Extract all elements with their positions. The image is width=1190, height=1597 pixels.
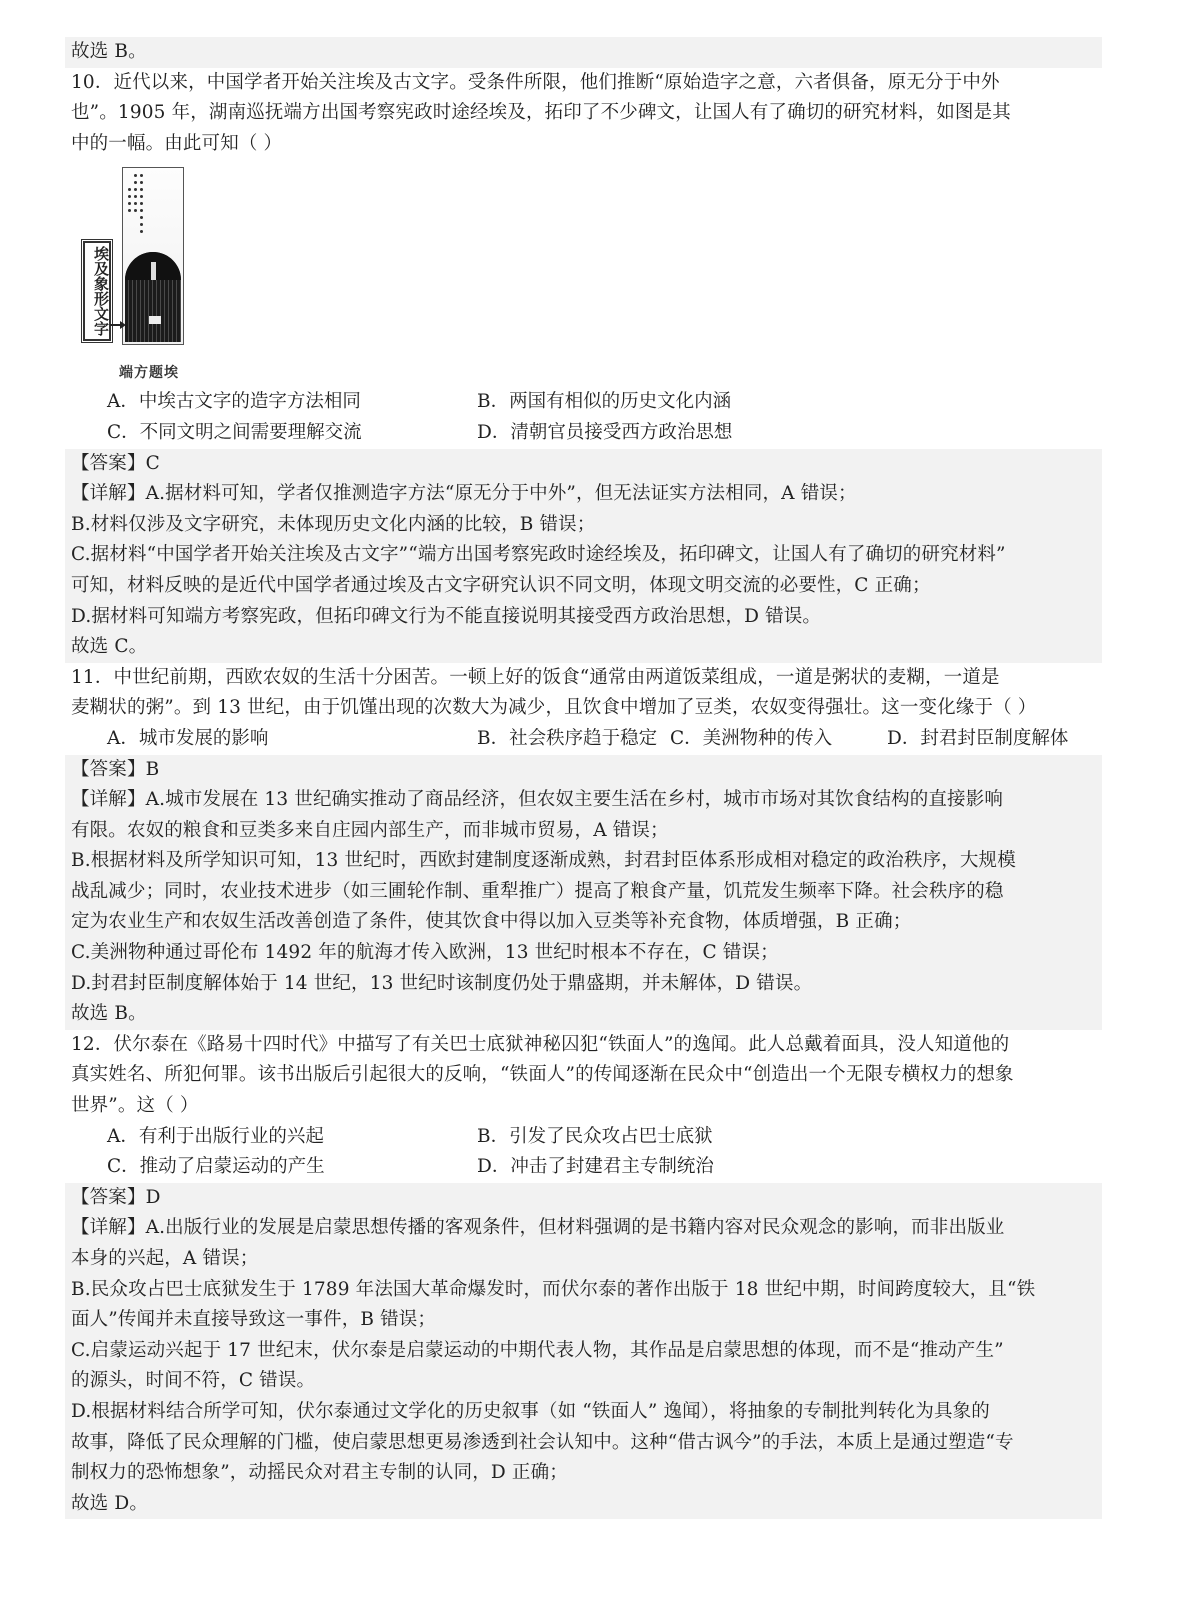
q10-explanation-line: 【详解】A.据材料可知，学者仅推测造字方法“原无分于中外”，但无法证实方法相同，A 错误； — [71, 483, 857, 505]
q11-stem-line: 11．中世纪前期，西欧农奴的生活十分困苦。一顿上好的饭食“通常由两道饭菜组成，一道是粥状的麦糊，一道是 — [71, 666, 1000, 688]
q12-explanation-line: B.民众攻占巴士底狱发生于 1789 年法国大革命爆发时，而伏尔泰的著作出版于 18 世纪中期，时间跨度较大，且“铁 — [71, 1278, 1036, 1300]
q12-stem-line: 12．伏尔泰在《路易十四时代》中描写了有关巴士底狱神秘囚犯“铁面人”的逸闻。此人总戴着面具，没人知道他的 — [71, 1033, 1010, 1055]
q11-explanation-line: 【详解】A.城市发展在 13 世纪确实推动了商品经济，但农奴主要生活在乡村，城市市场对其饮食结构的直接影响 — [71, 789, 1003, 811]
q12-option-d: D．冲击了封建君主专制统治 — [477, 1156, 714, 1178]
q11-option-d: D．封君封臣制度解体 — [887, 727, 1069, 749]
q10-explanation-line: D.据材料可知端方考察宪政，但拓印碑文行为不能直接说明其接受西方政治思想，D 错误。 — [71, 605, 822, 627]
q10-explanation-line: 可知，材料反映的是近代中国学者通过埃及古文字研究认识不同文明，体现文明交流的必要性，C 正确； — [71, 574, 931, 596]
q10-options-row — [65, 387, 1102, 418]
inscription-dots — [134, 174, 137, 216]
q10-answer: 【答案】C — [71, 452, 160, 474]
figure-caption: 端方题埃 — [119, 365, 179, 382]
q11-answer: 【答案】B — [71, 758, 160, 780]
stele-rubbing-image — [122, 167, 184, 345]
q12-conclusion: 故选 D。 — [71, 1492, 148, 1514]
q12-explanation-line: D.根据材料结合所学可知，伏尔泰通过文学化的历史叙事（如 “铁面人” 逸闻），将抽象的专制批判转化为具象的 — [71, 1400, 990, 1422]
q10-option-c: C．不同文明之间需要理解交流 — [107, 421, 362, 443]
q12-option-a: A．有利于出版行业的兴起 — [107, 1125, 324, 1147]
q11-option-a: A．城市发展的影响 — [107, 727, 269, 749]
q12-explanation-line: 【详解】A.出版行业的发展是启蒙思想传播的客观条件，但材料强调的是书籍内容对民众观念的影响，而非出版业 — [71, 1217, 1005, 1239]
question-12 — [65, 1030, 1102, 1520]
question-10 — [65, 68, 1102, 663]
q12-explanation-line: 故事，降低了民众理解的门槛，使启蒙思想更易渗透到社会认知中。这种“借古讽今”的手法，本质上是通过塑造“专 — [71, 1431, 1014, 1453]
q11-explanation-line: 定为农业生产和农奴生活改善创造了条件，使其饮食中得以加入豆类等补充食物，体质增强，B 正确； — [71, 911, 912, 933]
q10-options-row — [65, 418, 1102, 449]
q11-option-b: B．社会秩序趋于稳定 — [477, 727, 658, 749]
q10-option-d: D．清朝官员接受西方政治思想 — [477, 421, 733, 443]
q10-stem-line: 中的一幅。由此可知（ ） — [71, 132, 283, 154]
arrow-right-icon — [110, 324, 122, 326]
q12-option-c: C．推动了启蒙运动的产生 — [107, 1156, 325, 1178]
q12-explanation-line: 本身的兴起，A 错误； — [71, 1248, 259, 1269]
q10-option-a: A．中埃古文字的造字方法相同 — [107, 391, 361, 413]
q10-figure — [65, 159, 1102, 387]
q11-option-c: C．美洲物种的传入 — [670, 727, 833, 749]
q10-answer-block — [65, 449, 1102, 663]
q11-explanation-line: D.封君封臣制度解体始于 14 世纪，13 世纪时该制度仍处于鼎盛期，并未解体，D 错误。 — [71, 972, 813, 994]
q12-explanation-line: 面人”传闻并未直接导致这一事件，B 错误； — [71, 1309, 437, 1331]
q12-explanation-line: C.启蒙运动兴起于 17 世纪末，伏尔泰是启蒙运动的中期代表人物，其作品是启蒙思想的体现，而不是“推动产生” — [71, 1339, 1004, 1361]
q11-explanation-line: 战乱减少；同时，农业技术进步（如三圃轮作制、重犁推广）提高了粮食产量，饥荒发生频率下降。社会秩序的稳 — [71, 880, 1004, 902]
figure-label: 埃及象形文字 — [83, 241, 111, 341]
q10-conclusion: 故选 C。 — [71, 636, 148, 658]
inscription-dots — [128, 188, 131, 216]
q12-options-row — [65, 1122, 1102, 1153]
q10-option-b: B．两国有相似的历史文化内涵 — [477, 391, 732, 413]
inscription-dots — [140, 174, 143, 237]
q12-stem-line: 世界”。这（ ） — [71, 1095, 199, 1117]
q11-explanation-line: B.根据材料及所学知识可知，13 世纪时，西欧封建制度逐渐成熟，封君封臣体系形成相对稳定的政治秩序，大规模 — [71, 850, 1016, 872]
q10-stem-line: 10．近代以来，中国学者开始关注埃及古文字。受条件所限，他们推断“原始造字之意，六者俱备，原无分于中外 — [71, 71, 1000, 93]
q12-stem-line: 真实姓名、所犯何罪。该书出版后引起很大的反响，“铁面人”的传闻逐渐在民众中“创造出一个无限专横权力的想象 — [71, 1064, 1014, 1086]
q12-answer: 【答案】D — [71, 1186, 161, 1208]
q12-answer-block — [65, 1183, 1102, 1520]
q10-explanation-line: B.材料仅涉及文字研究，未体现历史文化内涵的比较，B 错误； — [71, 513, 596, 535]
q11-stem-line: 麦糊状的粥”。到 13 世纪，由于饥馑出现的次数大为减少，且饮食中增加了豆类，农奴变得强壮。这一变化缘于（ ） — [71, 697, 1037, 719]
q12-option-b: B．引发了民众攻占巴士底狱 — [477, 1125, 713, 1147]
q10-explanation-line: C.据材料“中国学者开始关注埃及古文字”“端方出国考察宪政时途经埃及，拓印碑文，让国人有了确切的研究材料” — [71, 544, 1006, 566]
q10-stem-line: 也”。1905 年，湖南巡抚端方出国考察宪政时途经埃及，拓印了不少碑文，让国人有了确切的研究材料，如图是其 — [71, 102, 1011, 124]
q12-explanation-line: 制权力的恐怖想象”，动摇民众对君主专制的认同，D 正确； — [71, 1462, 568, 1484]
q11-explanation-line: C.美洲物种通过哥伦布 1492 年的航海才传入欧洲，13 世纪时根本不存在，C 错误； — [71, 942, 779, 964]
q12-explanation-line: 的源头，时间不符，C 错误。 — [71, 1370, 316, 1392]
document-page — [65, 37, 1102, 1519]
q11-conclusion: 故选 B。 — [71, 1003, 147, 1025]
q9-conclusion: 故选 B。 — [65, 37, 1102, 68]
q11-options-row — [65, 724, 1102, 755]
q11-answer-block — [65, 755, 1102, 1030]
stele-icon — [125, 252, 181, 342]
q11-explanation-line: 有限。农奴的粮食和豆类多来自庄园内部生产，而非城市贸易，A 错误； — [71, 819, 669, 841]
question-11 — [65, 663, 1102, 1030]
q12-options-row — [65, 1152, 1102, 1183]
